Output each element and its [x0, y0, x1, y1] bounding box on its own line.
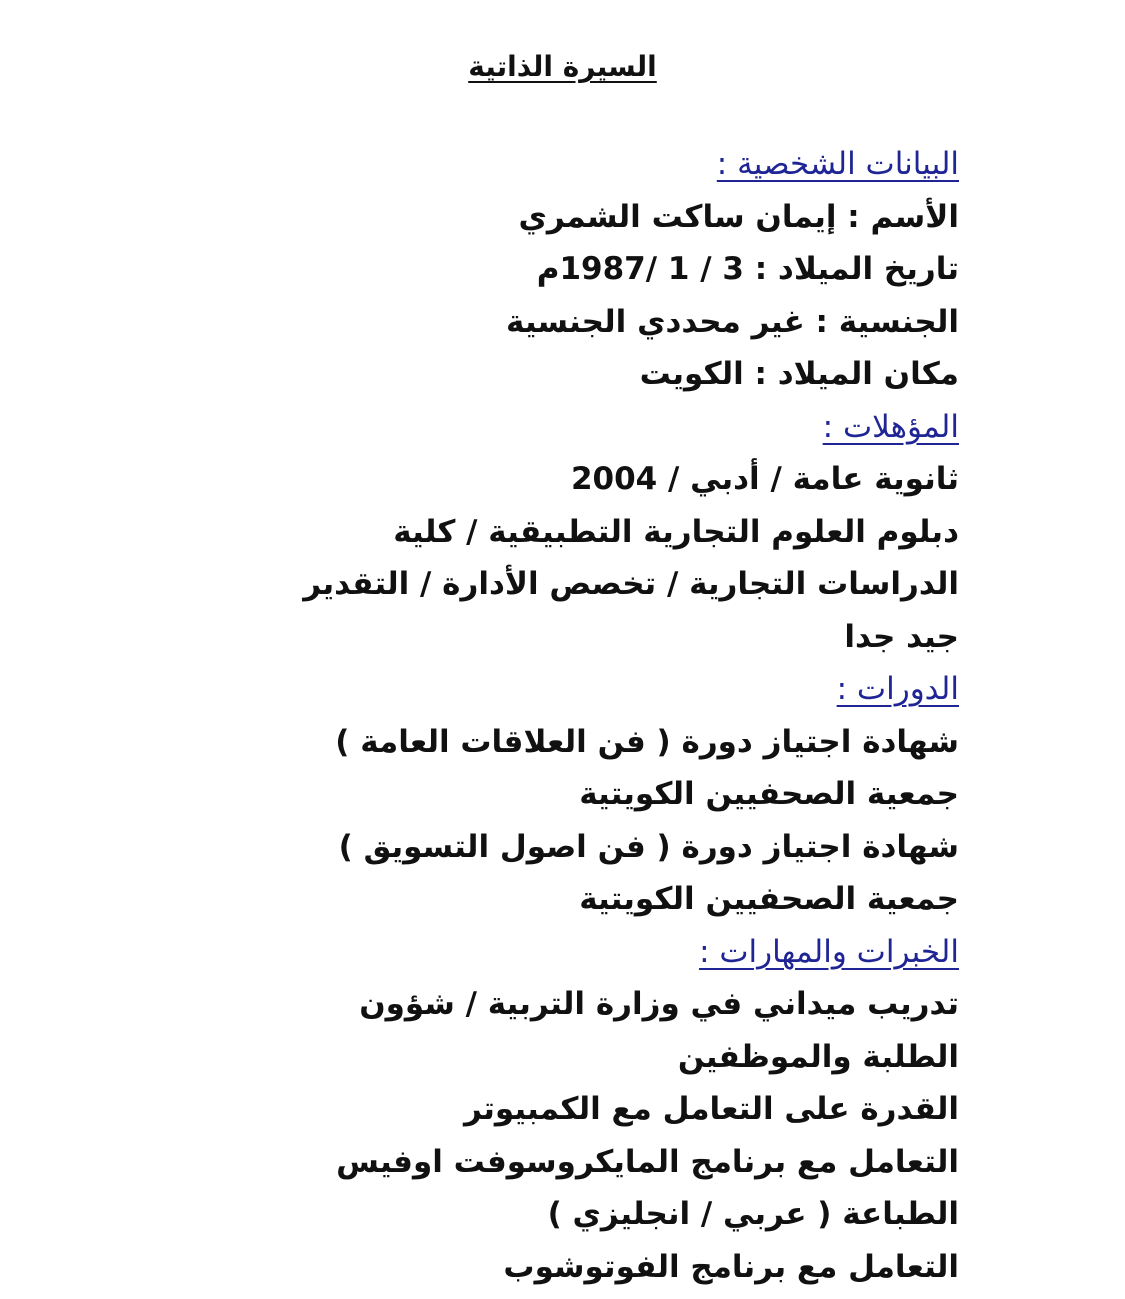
course-line: جمعية الصحفيين الكويتية — [579, 776, 959, 812]
skill-line: الطباعة ( عربي / انجليزي ) — [547, 1196, 959, 1232]
nationality-line: الجنسية : غير محددي الجنسية — [506, 303, 959, 340]
qualification-line: دبلوم العلوم التجارية التطبيقية / كلية — [393, 513, 959, 550]
skill-line: تدريب ميداني في وزارة التربية / شؤون — [359, 986, 959, 1022]
personal-section — [159, 138, 959, 401]
course-line: شهادة اجتياز دورة ( فن اصول التسويق ) — [338, 828, 959, 865]
course-line: شهادة اجتياز دورة ( فن العلاقات العامة ) — [335, 723, 959, 760]
qualification-line: الدراسات التجارية / تخصص الأدارة / التقدير — [303, 566, 959, 602]
birth-place-line: مكان الميلاد : الكويت — [639, 356, 959, 392]
qualification-line: جيد جدا — [844, 618, 959, 655]
qualifications-section — [159, 401, 959, 664]
skill-line: الطلبة والموظفين — [677, 1038, 959, 1075]
personal-heading: البيانات الشخصية : — [716, 146, 959, 182]
skills-section — [159, 926, 959, 1294]
qualifications-heading: المؤهلات : — [822, 408, 959, 445]
skill-line: القدرة على التعامل مع الكمبيوتر — [463, 1091, 959, 1127]
courses-heading: الدورات : — [836, 671, 959, 707]
skill-line: التعامل مع برنامج الفوتوشوب — [503, 1248, 959, 1285]
courses-section — [159, 663, 959, 926]
document-title: السيرة الذاتية — [468, 50, 657, 83]
qualification-line: ثانوية عامة / أدبي / 2004 — [570, 461, 959, 497]
skill-line: التعامل مع برنامج المايكروسوفت اوفيس — [336, 1143, 959, 1180]
name-line: الأسم : إيمان ساكت الشمري — [518, 198, 959, 235]
birth-date-line: تاريخ الميلاد : 3 / 1 /1987م — [536, 251, 959, 287]
skills-heading: الخبرات والمهارات : — [699, 933, 959, 970]
course-line: جمعية الصحفيين الكويتية — [579, 881, 959, 917]
cv-body — [159, 138, 959, 1293]
